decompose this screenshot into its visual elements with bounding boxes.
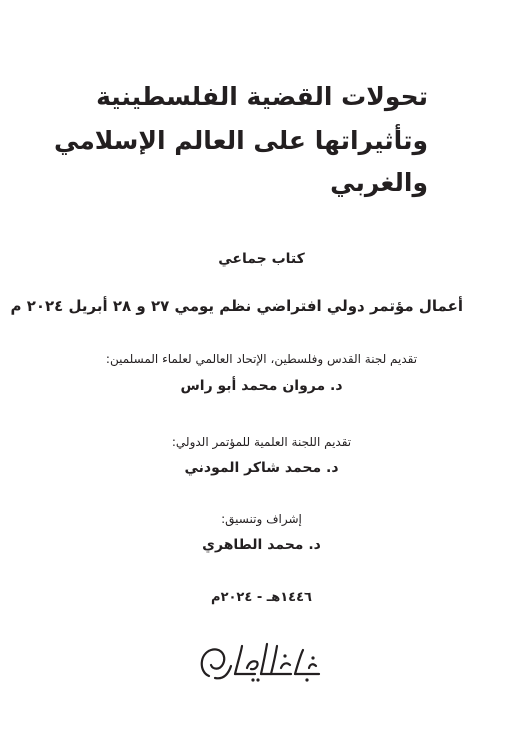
book-title-line-2: وتأثيراتها على العالم الإسلامي (54, 126, 428, 155)
publication-date: ١٤٤٦هـ - ٢٠٢٤م (211, 590, 312, 605)
scientific-committee-label: تقديم اللجنة العلمية للمؤتمر الدولي: (171, 435, 352, 449)
foreword-committee-name: د. مروان محمد أبو راس (180, 378, 343, 394)
publisher-logo (195, 638, 327, 686)
conference-description: أعمال مؤتمر دولي افتراضي نظم يومي ٢٧ و ٢٨ أبريل ٢٠٢٤ م (10, 297, 463, 315)
supervision-label: إشراف وتنسيق: (221, 512, 302, 526)
foreword-committee-label: تقديم لجنة القدس وفلسطين، الإتحاد العالمي لعلماء المسلمين: (105, 352, 418, 366)
book-title-line-3: والغربي (330, 168, 428, 197)
supervision-name: د. محمد الطاهري (202, 537, 321, 553)
calligraphy-logo-icon (195, 638, 327, 686)
scientific-committee-name: د. محمد شاكر المودني (184, 460, 339, 476)
book-subtitle: كتاب جماعي (218, 251, 305, 267)
book-title-line-1: تحولات القضية الفلسطينية (96, 82, 428, 111)
